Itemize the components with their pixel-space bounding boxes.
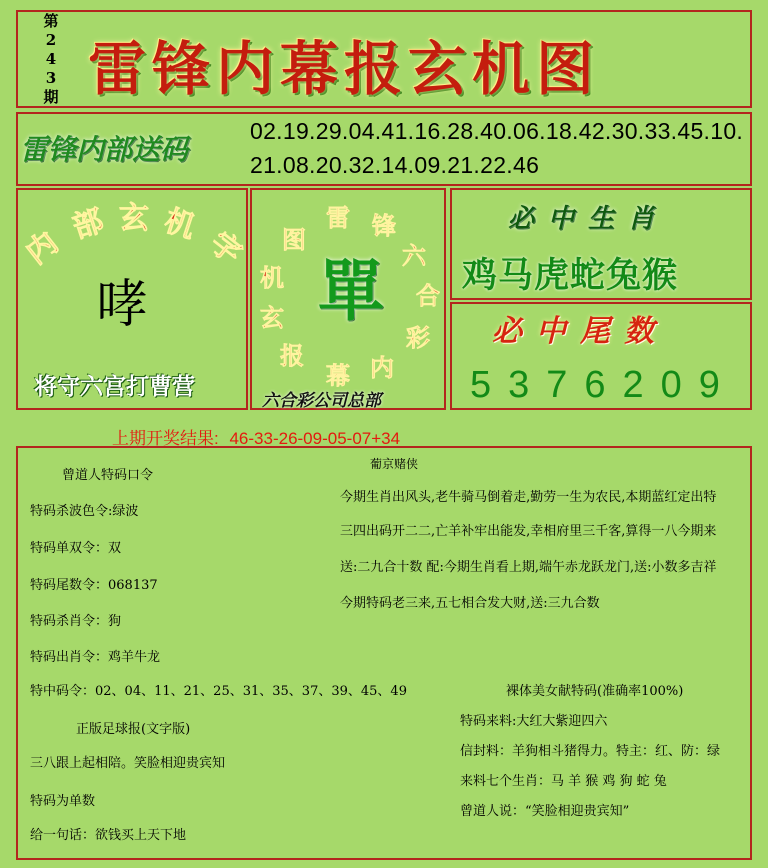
ring-char-8: 报 <box>280 341 304 370</box>
ring-char-5: 彩 <box>406 323 430 352</box>
arc-char-1: 内 <box>19 225 65 272</box>
issue-label: 第 2 4 3 期 <box>43 12 59 106</box>
code-numbers-line1: 02.19.29.04.41.16.28.40.06.18.42.30.33.45.10. <box>250 118 744 144</box>
left2-line-1: 三八跟上起相陪。笑脸相迎贵宾知 <box>30 756 226 771</box>
ring-char-6: 内 <box>370 353 394 382</box>
tail-title: 必中尾数 <box>492 314 668 349</box>
ring-char-9: 玄 <box>260 303 284 332</box>
left-line-2: 特码单双令：双 <box>30 541 122 556</box>
ring-char-7: 幕 <box>326 361 350 390</box>
last-result-label: 上期开奖结果: <box>112 429 219 448</box>
left2-line-3: 给一句话：欲钱买上天下地 <box>30 828 187 843</box>
arc-char-3: 玄 <box>119 201 149 236</box>
arc-char-2: 部 <box>68 203 108 246</box>
arc-char-4: 机 <box>160 203 200 246</box>
center-big-char: 單 <box>318 252 384 330</box>
left-line-4: 特码杀肖令：狗 <box>30 614 122 629</box>
arc-char-5: 字 <box>203 225 248 272</box>
left-big-char: 哮 <box>96 275 149 335</box>
ring-char-3: 六 <box>402 241 426 270</box>
zodiac-list: 鸡马虎蛇兔猴 <box>462 255 679 296</box>
left-line-3: 特码尾数令：068137 <box>30 578 158 593</box>
left-line-6: 特中码令：02、04、11、21、25、31、35、37、39、45、49 <box>30 684 407 699</box>
left2-line-2: 特码为单数 <box>30 794 96 809</box>
page-title: 雷锋内幕报玄机图 <box>88 35 601 103</box>
ring-char-10: 机 <box>260 263 284 292</box>
ring-char-1: 雷 <box>326 203 350 232</box>
left-line-1: 特码杀波色令:绿波 <box>30 504 139 519</box>
right-line-3: 送:二九合十数 配:今期生肖看上期,端午赤龙跃龙门,送:小数多吉祥 <box>340 560 717 575</box>
center-footer: 六合彩公司总部 <box>262 391 381 411</box>
zodiac-title: 必中生肖 <box>508 204 669 234</box>
code-label: 雷锋内部送码 <box>20 133 189 166</box>
right-line-1: 今期生肖出风头,老牛骑马倒着走,勤劳一生为农民,本期蓝红定出特 <box>340 490 717 505</box>
right2-line-3: 来料七个生肖：马 羊 猴 鸡 狗 蛇 兔 <box>460 774 667 789</box>
code-numbers-line2: 21.08.20.32.14.09.21.22.46 <box>250 152 540 178</box>
left-col-title: 曾道人特码口令 <box>62 468 154 483</box>
last-result-numbers: 46-33-26-09-05-07+34 <box>229 429 401 448</box>
left-phrase: 将守六宫打曹营 <box>34 373 195 400</box>
right-col-title2: 裸体美女献特码(准确率100%) <box>506 684 684 699</box>
tail-numbers: 5376209 <box>470 364 737 406</box>
right2-line-4: 曾道人说：“笑脸相迎贵宾知” <box>460 804 630 819</box>
ring-char-11: 图 <box>282 225 306 254</box>
right-line-4: 今期特码老三来,五七相合发大财,送:三九合数 <box>340 596 600 611</box>
right2-line-1: 特码来料:大红大紫迎四六 <box>460 714 608 729</box>
right-line-2: 三四出码开二二,亡羊补牢出能发,幸相府里三千客,算得一八今期来 <box>340 524 717 539</box>
right-col-title: 葡京赌侠 <box>370 457 419 471</box>
right2-line-2: 信封料：羊狗相斗猪得力。特主：红、防：绿 <box>460 744 721 759</box>
ring-char-2: 锋 <box>372 211 396 240</box>
left-col-title2: 正版足球报(文字版) <box>76 722 191 737</box>
ring-char-4: 合 <box>416 281 440 310</box>
left-line-5: 特码出肖令：鸡羊牛龙 <box>30 650 161 665</box>
